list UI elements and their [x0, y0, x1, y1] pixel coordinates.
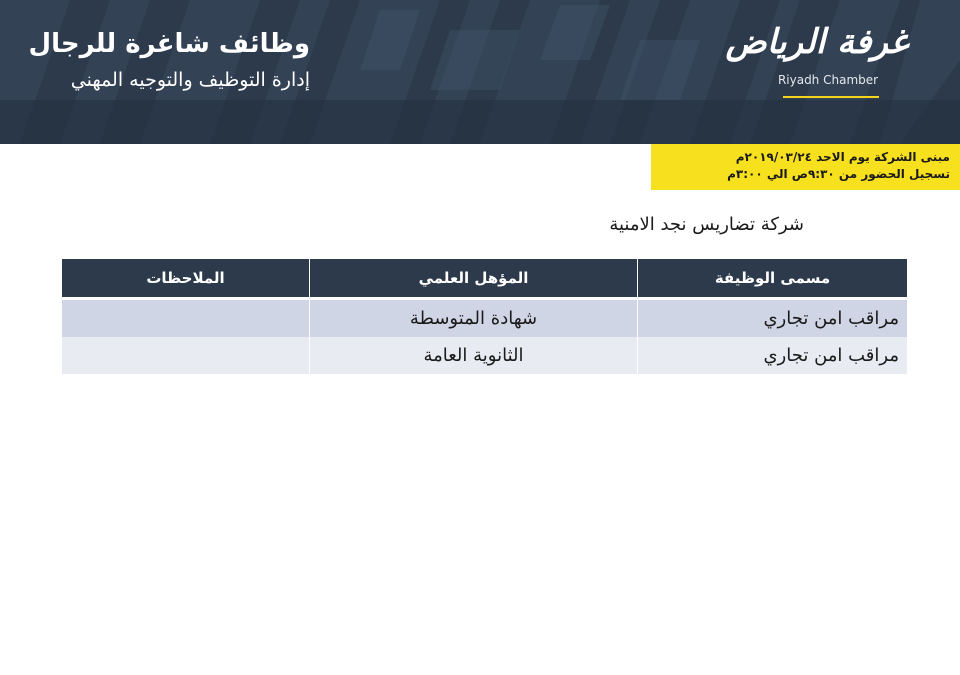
company-name: شركة تضاريس نجد الامنية — [609, 214, 804, 235]
header-job-title: مسمى الوظيفة — [638, 259, 908, 299]
notice-date-line: مبنى الشركة يوم الاحد ٢٠١٩/٠٣/٢٤م — [735, 150, 950, 164]
banner-title: وظائف شاغرة للرجال — [28, 29, 310, 59]
header-qualification: المؤهل العلمي — [310, 259, 638, 299]
table-row — [62, 337, 908, 374]
cell-job-title: مراقب امن تجاري — [638, 337, 908, 374]
logo-underline — [783, 96, 879, 98]
table-row — [62, 299, 908, 338]
cell-qualification: شهادة المتوسطة — [310, 299, 638, 338]
notice-time-line: تسجيل الحضور من ٩:٣٠ص الي ٣:٠٠م — [727, 167, 950, 181]
interview-notice — [651, 144, 960, 190]
table-header-row — [62, 259, 908, 299]
riyadh-chamber-logo — [725, 18, 918, 100]
cell-notes — [62, 299, 310, 338]
logo-arabic-wordmark: غرفة الرياض — [725, 22, 908, 62]
header-banner — [0, 0, 960, 144]
cell-notes — [62, 337, 310, 374]
cell-job-title: مراقب امن تجاري — [638, 299, 908, 338]
cell-qualification: الثانوية العامة — [310, 337, 638, 374]
jobs-table — [61, 259, 908, 374]
header-notes: الملاحظات — [62, 259, 310, 299]
banner-subtitle: إدارة التوظيف والتوجيه المهني — [70, 69, 310, 91]
logo-english-wordmark: Riyadh Chamber — [777, 73, 879, 87]
